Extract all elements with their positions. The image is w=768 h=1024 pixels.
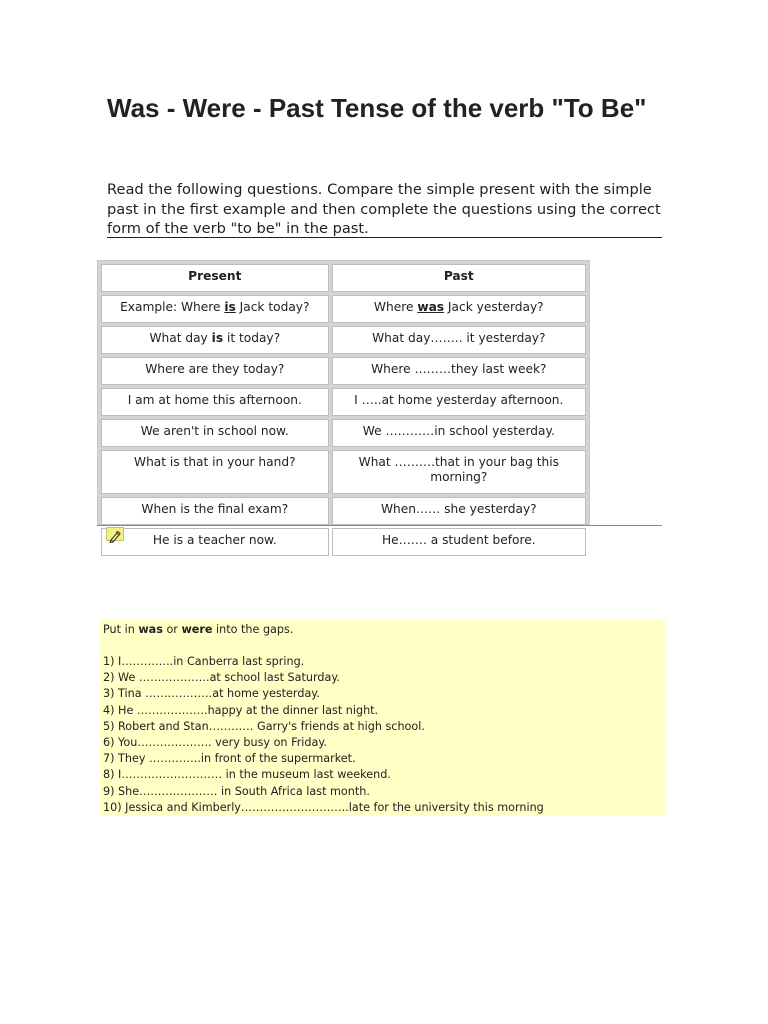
past-cell: I …..at home yesterday afternoon. — [332, 388, 586, 416]
present-cell: Where are they today? — [101, 357, 329, 385]
past-cell: When…… she yesterday? — [332, 497, 586, 525]
table-row — [101, 326, 586, 354]
table-row — [101, 450, 586, 494]
present-cell: We aren't in school now. — [101, 419, 329, 447]
table-header-row — [101, 264, 586, 292]
past-cell — [332, 295, 586, 323]
header-present: Present — [101, 264, 329, 292]
keyword-were: were — [181, 623, 213, 636]
present-cell: I am at home this afternoon. — [101, 388, 329, 416]
list-item: 1) I…………..in Canberra last spring. — [103, 655, 305, 668]
table-row — [101, 357, 586, 385]
exercise-instruction — [103, 622, 663, 638]
present-cell — [101, 326, 329, 354]
present-cell: When is the final exam? — [101, 497, 329, 525]
list-item: 2) We ……………….at school last Saturday. — [103, 671, 340, 685]
edit-pencil-icon[interactable] — [106, 527, 124, 541]
table-row — [101, 295, 586, 323]
instruction-text: Put in — [103, 623, 139, 636]
cell-text: Where — [373, 300, 418, 314]
table-row — [101, 528, 586, 556]
past-cell: What day…….. it yesterday? — [332, 326, 586, 354]
intro-paragraph: Read the following questions. Compare the simple present with the simple past in the first example and then complete the questions using the correct form of the verb "to be" in the past. — [107, 181, 661, 237]
list-item: 9) She………………… in South Africa last month. — [103, 784, 370, 798]
past-cell: He……. a student before. — [332, 528, 586, 556]
list-item: 8) I……………………… in the museum last weekend. — [103, 768, 391, 782]
cell-text: Example: Where — [120, 300, 225, 314]
present-cell: What is that in your hand? — [101, 450, 329, 494]
highlighted-verb: is — [211, 331, 224, 345]
keyword-was: was — [138, 623, 163, 636]
past-cell: Where ………they last week? — [332, 357, 586, 385]
table-row — [101, 497, 586, 525]
section-divider — [97, 525, 662, 526]
cell-text: What day — [149, 331, 212, 345]
instruction-text: into the gaps. — [212, 623, 294, 636]
header-past: Past — [332, 264, 586, 292]
list-item: 6) You……………….. very busy on Friday. — [103, 736, 327, 750]
highlighted-verb: was — [417, 300, 445, 314]
instruction-text: or — [162, 623, 182, 636]
table-row — [101, 388, 586, 416]
present-cell: He is a teacher now. — [101, 528, 329, 556]
past-cell: We …………in school yesterday. — [332, 419, 586, 447]
list-item: 10) Jessica and Kimberly………………………..late for the university this morning — [103, 800, 544, 814]
list-item: 3) Tina ………………at home yesterday. — [103, 687, 320, 701]
cell-text: Jack yesterday? — [444, 300, 544, 314]
past-cell: What ……….that in your bag this morning? — [332, 450, 586, 494]
list-item: 5) Robert and Stan………… Garry's friends at high school. — [103, 719, 425, 733]
page-title: Was - Were - Past Tense of the verb "To Be" — [107, 93, 647, 123]
list-item: 4) He ……………….happy at the dinner last night. — [103, 703, 379, 717]
edit-pencil-icon — [107, 531, 123, 543]
highlighted-verb: is — [224, 300, 236, 314]
tense-comparison-table — [97, 260, 590, 547]
exercise-list — [103, 654, 663, 816]
present-cell — [101, 295, 329, 323]
intro-underline — [107, 237, 662, 238]
table-row — [101, 419, 586, 447]
cell-text: it today? — [223, 331, 281, 345]
gap-fill-exercise — [100, 620, 666, 816]
list-item: 7) They …………..in front of the supermarket. — [103, 752, 356, 766]
cell-text: Jack today? — [235, 300, 310, 314]
